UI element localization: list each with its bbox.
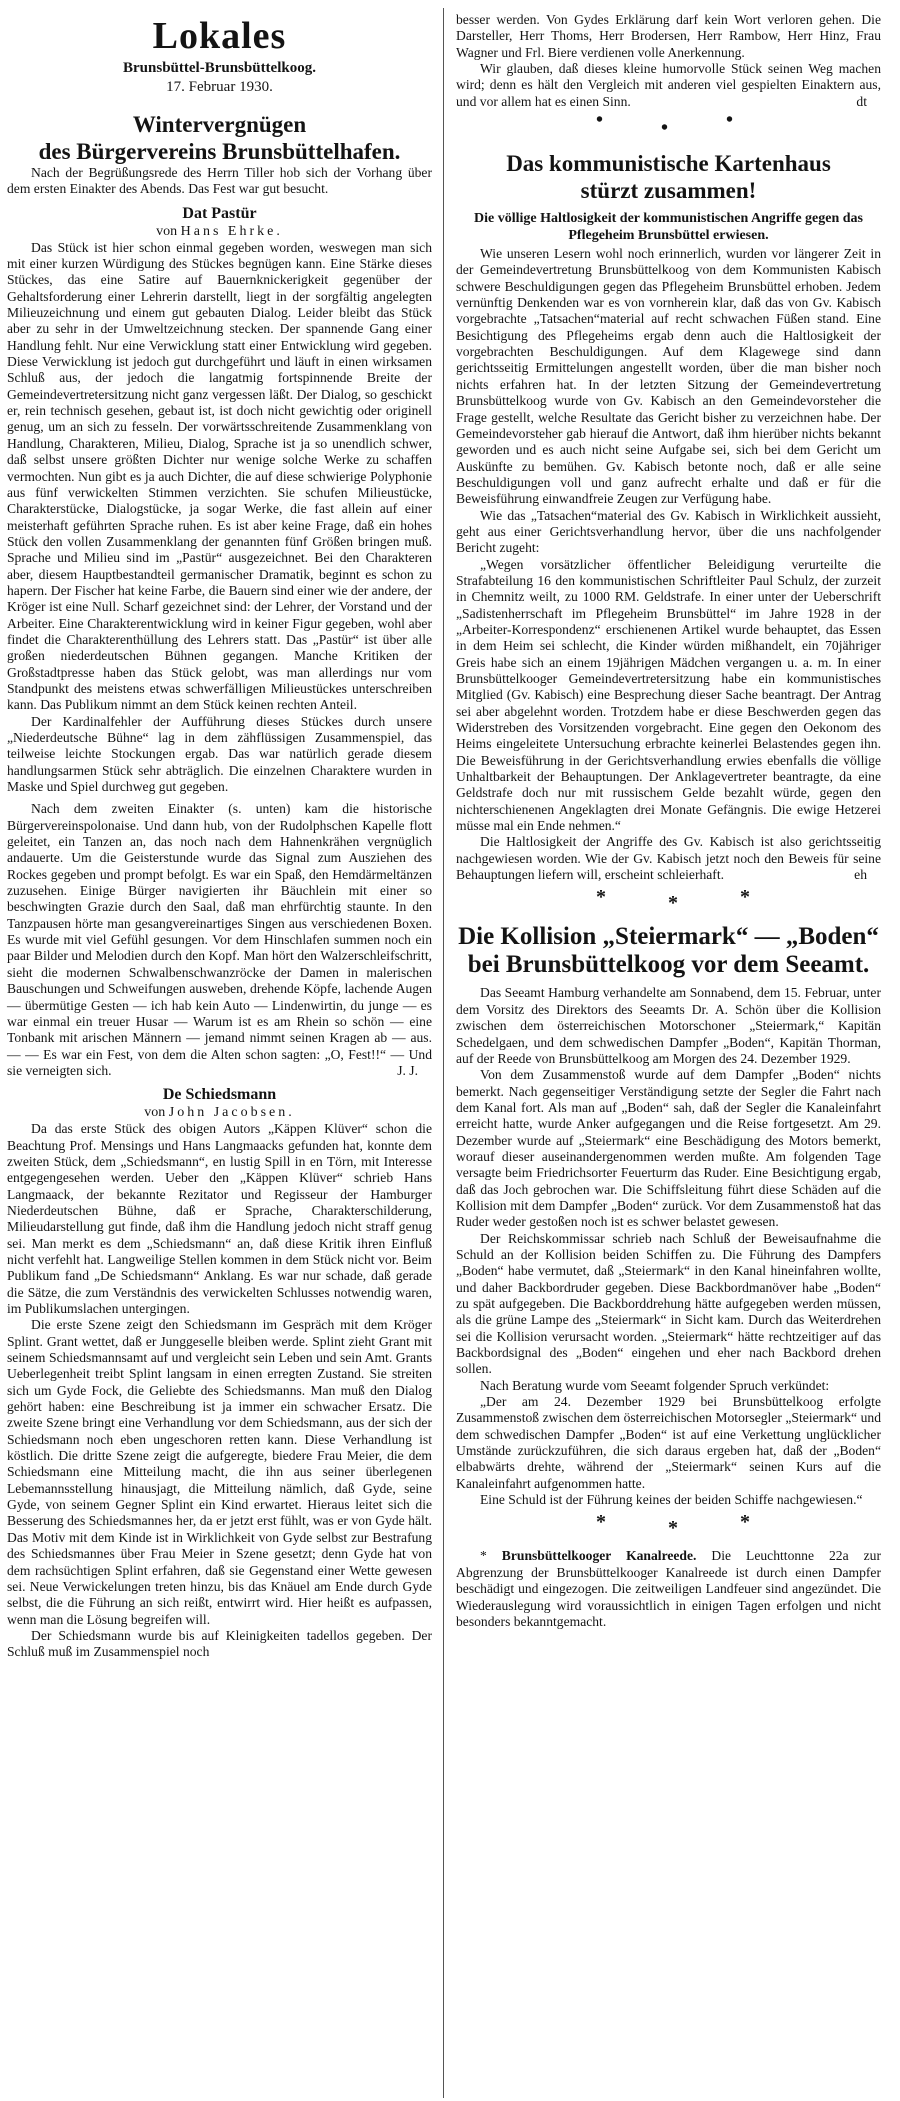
paragraph-text: Wir glauben, daß dieses kleine humorvolle Stück seinen Weg machen wird; denn es hält den Vergleich mit anderen viel gespielten Einaktern aus, und vor allem hat es einen Sinn. [456, 61, 881, 109]
paragraph-continued: besser werden. Von Gydes Erklärung darf kein Wort verloren gehen. Die Darsteller, Herr Thoms, Herr Brodersen, Herr Rambow, Herr Hinz, Frau Wagner und Frl. Biere verdienen volle Anerkennung. [456, 12, 881, 60]
dateline-date: 17. Februar 1930. [166, 79, 273, 95]
paragraph [7, 801, 432, 1079]
article-deck: Die völlige Haltlosigkeit der kommunistischen Angriffe gegen das Pflegeheim Brunsbüttel erwiesen. [473, 211, 863, 244]
dateline-place: Brunsbüttel-Brunsbüttelkoog. [123, 60, 316, 76]
paragraph: Das Stück ist hier schon einmal gegeben worden, weswegen man sich mit einer kurzen Würdigung des Stückes begnügen kann. Eine Stärke dieses Stückes, das eine Satire auf Bauernknickerigkeit gegenüber der Gehaltsforderung einer Lehrerin darstellt, liegt in der sorgfältig angelegten Milieuzeichnung und einem gut gebauten Dialog. Leider bleibt das Stück aber zu sehr in der Umweltzeichnung stecken. Der spannende Gang einer Handlung fehlt. Nur eine Verwicklung statt einer Entwicklung wird gegeben. Diese Verwicklung ist jedoch gut durchgeführt und läuft in einen wirksamen Schluß aus, der jedoch die langatmig fortspinnende Breite der Gemeindevertretersitzung nicht ganz vergessen läßt. Der Dialog, so geschickt er, rein technisch gesehen, gebaut ist, ist doch nicht gewichtig oder originell genug, um an sich zu fesseln. Der vorwärtsschreitende Zusammenklang von Handlung, Charakteren, Milieu, Dialog, Sprache ist ja so unendlich schwer, daß selbst unsere größten Dichter nur wenige solche Werke zu schaffen vermochten. Nun gibt es ja auch Dichter, die auf diese schwierige Polyphonie aus fünf verwickelten Stimmen verzichten. Sie schufen Milieustücke, Charakterstücke, Dialogstücke, ja sogar Werke, die fast allein auf einer meisterhaft geführten Sprache ruhen. Es ist aber keine Frage, daß ein hohes Stück den vollen Zusammenklang der genannten fünf Größen bringen muß. Sprache und Milieu sind im „Pastür“ ausgezeichnet. Bei den Charakteren aber, diesem Hauptbestandteil germanischer Dramatik, beginnt es schon zu hapern. Der Fischer hat keine Farbe, die Bauern sind einer wie der andere, der Kröger ist eine Null. Scharf gezeichnet sind: der Lehrer, der Vorstand und der Arbeiter. Eine Charakterentwicklung wird in keiner Figur gegeben, wohl aber findet die Charakterenthüllung des Lehrers statt. Das „Pastür“ ist über alle großen niederdeutschen Bühnen gegangen. Manche Kritiken der Großstadtpresse haben das Stück gelobt, was man allerdings nur vom Standpunkt des meistens etwas schwerfälligen Milieustückes unterschreiben kann. Das Publikum nimmt an dem Stück keinen rechten Anteil. [7, 239, 433, 713]
separator-asterisk: * [740, 1511, 750, 1534]
headline-line: stürzt zusammen! [580, 178, 757, 204]
signature: eh [854, 867, 867, 883]
paragraph: Da das erste Stück des obigen Autors „Käppen Klüver“ schon die Beachtung Prof. Mensings und Hans Langmaacks gefunden hat, konnte dem zweiten Stück, dem „Schiedsmann“, en lustig Spill in en Törn, mit Interesse entgegengesehen werden. Ueber den „Käppen Klüver“ schrieb Hans Langmaack, der bekannte Rezitator und Regisseur der Hamburger Niederdeutschen Bühne, daß er Sprache, Charakterschilderung, Milieudarstellung gut finde, daß ihm die Handlung jedoch nicht straff genug sei. Man merkt es dem „Schiedsmann“ an, daß diese Kritik ihren Einfluß nicht verfehlt hat. Langweilige Stellen kommen in dem Stück nicht vor. Beim Publikum fand „De Schiedsmann“ Anklang. Es war nur schade, daß gerade die Sätze, die zum Verständnis des verwickelten Schlusses notwendig waren, im Publikumslachen untergingen. [7, 1121, 432, 1316]
play-title: De Schiedsmann [162, 1086, 277, 1104]
paragraph [456, 61, 881, 110]
paragraph: Die erste Szene zeigt den Schiedsmann im Gespräch mit dem Kröger Splint. Grant wettet, daß er Junggeselle bleiben werde. Splint zieht Grant mit seinem Schiedsmannsamt auf und vergleicht sein Leben und sein Amt. Grants Ueberlegenheit treibt Splint langsam in einen erregten Zustand. Sie streiten sich um Gyde Fock, die Geliebte des Schiedsmanns. Man muß den Dialog gehört haben: eine Beschreibung ist ja immer ein schwacher Ersatz. Die zweite Szene bringt eine Verhandlung vor dem Schiedsmann, aus der sich der Schiedsmann noch eben ungeschoren retten kann. Diese Verhandlung ist köstlich. Die dritte Szene zeigt die aufgeregte, biedere Frau Meier, die dem Schiedsmann eine Mitteilung macht, die ihn aus seiner überlegenen Lebemannsstellung hinausjagt, die Mitteilung nämlich, daß Gyde, seine Gyde, von seinem Gegner Splint ein Kind erwartet. Hieraus leitet sich die Besserung des Schiedsmannes her, da er jetzt erst fühlt, was er von Gyde hält. Das Motiv mit dem Kinde ist in Wirklichkeit von Gyde selbst zur Bestrafung des Schiedsmannes über Frau Meier in Szene gesetzt; denn Gyde hat von dem rachsüchtigen Splint erfahren, daß sie Gegenstand einer Wette gewesen sei. Neue Verwickelungen treten hinzu, bis das Knäuel am Ende durch Gyde selbst, die die Führung an sich reißt, entwirrt wird. Hier heißt es aufpassen, wenn man die Lösung begreifen will. [7, 1317, 432, 1627]
notice-kanalreede [456, 1548, 881, 1630]
paragraph: „Der am 24. Dezember 1929 bei Brunsbüttelkoog erfolgte Zusammenstoß zwischen dem österreichischen Motorsegler „Steiermark“ und dem schwedischen Dampfer „Boden“ ist auf eine Verkettung unglücklicher Umstände zurückzuführen, die sich daraus ergeben hat, daß der „Boden“ elbabwärts drehte, während der „Steiermark“ seinen Kurs auf die Kanaleinfahrt aufgenommen hatte. [456, 1394, 881, 1491]
paragraph: Der Kardinalfehler der Aufführung dieses Stückes durch unsere „Niederdeutsche Bühne“ lag in dem zähflüssigen Zusammenspiel, das teilweise leichte Stockungen ergab. Das war natürlich gerade diesem handlungsarmen Stück sehr abträglich. Die einzelnen Charaktere wurden in Maske und Spiel durchweg gut gegeben. [7, 713, 432, 795]
article-kollision [456, 923, 881, 1508]
headline-line: Das kommunistische Kartenhaus [506, 151, 831, 177]
separator-asterisk: * [596, 1511, 606, 1534]
headline-line: des Bürgervereins Brunsbüttelhafen. [38, 139, 401, 164]
section-separator [456, 883, 881, 923]
paragraph: Der Schiedsmann wurde bis auf Kleinigkeiten tadellos gegeben. Der Schluß muß im Zusammenspiel noch [7, 1627, 432, 1660]
signature: J. J. [397, 1062, 418, 1078]
headline-line: Wintervergnügen [132, 112, 307, 137]
paragraph: Eine Schuld ist der Führung keines der beiden Schiffe nachgewiesen.“ [480, 1492, 863, 1508]
paragraph: Wie unseren Lesern wohl noch erinnerlich, wurden vor längerer Zeit in der Gemeindevertretung Brunsbüttelkoog von dem Kommunisten Kabisch schwere Beschuldigungen gegen das Pflegeheim Brunsbüttel erhoben. Jedem vernünftig Denkenden war es von vornherein klar, daß das von Gv. Kabisch vorgebrachte „Tatsachen“material auf recht schwachen Füßen stand. Eine Besichtigung des Pflegeheims ergab denn auch die Haltlosigkeit der vorgebrachten Beschuldigungen. Auf dem Klagewege sind dann gerichtsseitig Ermittelungen angestellt worden, über die man bisher noch nichts erfahren hat. In der letzten Sitzung der Gemeindevertretung Brunsbüttelkoog wurde von Gv. Kabisch an den Gemeindevorsteher die Frage gestellt, welche Resultate das Gericht bisher zu verzeichnen habe. Der Gemeindevorsteher gab hierauf die Antwort, daß ihm hierüber nichts bekannt geworden und es auch nicht seine Aufgabe sei, sich bei dem Gericht um Auskünfte zu bemühen. Gv. Kabisch betonte noch, daß er alle seine Beschuldigungen voll und ganz aufrecht erhalte und daß er für die Beweisführung einwandfreie Zeugen zur Verfügung habe. [456, 246, 881, 507]
section-separator [456, 1508, 881, 1548]
notice-title: Brunsbüttelkooger Kanalreede. [501, 1548, 697, 1564]
play-byline [7, 223, 432, 240]
paragraph: Das Seeamt Hamburg verhandelte am Sonnabend, dem 15. Februar, unter dem Vorsitz des Direktors des Seeamts Dr. A. Schön über die Kollision zwischen dem österreichischen Motorschoner „Steiermark,“ Kapitän Schedelgaen, und dem schwedischen Dampfer „Boden“, Kapitän Thorman, auf der Reede von Brunsbüttelkoog am Morgen des 24. Dezember 1929. [456, 985, 881, 1066]
paragraph: Der Reichskommissar schrieb nach Schluß der Beweisaufnahme die Schuld an der Kollision beiden Schiffen zu. Die Führung des Dampfers „Boden“ habe vermutet, daß „Steiermark“ in den Kanal hineinfahren wollte, und daher Backbordruder gegeben. Diese Backbordmanöver habe „Boden“ zu spät aufgegeben. Die Backborddrehung hätte aufgegeben werden müssen, als die grüne Lampe des „Steiermark“ in Sicht kam. Durch das Weiterdrehen sei die Kollision verursacht worden. „Steiermark“ hätte rechtzeitiger auf das Backbordsignal des „Boden“ eingehen und eher nach Backbord drehen sollen. [456, 1230, 881, 1377]
right-column [456, 12, 881, 1630]
headline-line: Die Kollision „Steiermark“ — „Boden“ [458, 923, 879, 951]
separator-asterisk: * [668, 1517, 678, 1540]
article-wintervergnuegen [7, 111, 432, 1661]
paragraph: Wie das „Tatsachen“material des Gv. Kabisch in Wirklichkeit aussieht, geht aus einer Gerichtsverhandlung hervor, über die uns nachfolgender Bericht zugeht: [456, 507, 881, 556]
separator-dot: • [726, 109, 734, 132]
left-column [7, 14, 432, 1661]
intro-paragraph: Nach der Begrüßungsrede des Herrn Tiller hob sich der Vorhang über dem ersten Einakter des Abends. Das Fest war gut besucht. [7, 165, 432, 197]
paragraph [456, 834, 881, 883]
play-byline [7, 1104, 432, 1121]
paragraph-text: Nach dem zweiten Einakter (s. unten) kam die historische Bürgervereinspolonaise. Und dann hub, von der Rudolphschen Kapelle flott geleitet, ein Tanzen an, das noch nach dem Hahnenkrähen vergnüglich andauerte. Um die Geisterstunde wurde das Signal zum Ausziehen des Rockes gegeben und prompt befolgt. Es war ein Spaß, den Hemdärmeltänzen zuzusehen. Einige Bürger navigierten ihr Bäuchlein mit einer so beschwingten Grazie durch den Saal, daß man ehrfürchtig staunte. In den Tanzpausen hörte man gesangvereinartiges Singen aus verschiedenen Boxen. Es wurde mit viel Gefühl gesungen. Vor dem Hinschlafen summen noch ein paar Bilder und Melodien durch den Kopf. Man hört den Walzerschleifschritt, sieht die modernen Schwalbenschwanzröcke der Damen in malerischen Bauschungen und Schweifungen ausweben, drehende Köpfe, lachende Augen — übermütige Gesten — ich hab kein Auto — Lindenwirtin, du junge — es war einmal ein treuer Husar — Warum ist es am Rhein so schön — eine Tonbank mit arischen Männern — jemand nimmt seinen Kragen ab — aus. — — Es war ein Fest, von dem die Alten schon sagten: „O, Fest!!“ — Und sie verneigten sich. [7, 801, 432, 1078]
byline-prefix: von [156, 223, 178, 239]
signature: dt [856, 93, 867, 109]
notice-marker: * [480, 1548, 487, 1564]
article-kartenhaus [456, 150, 881, 883]
separator-asterisk: * [668, 892, 678, 915]
paragraph-text: Die Haltlosigkeit der Angriffe des Gv. Kabisch ist also gerichtsseitig nachgewiesen worden. Wie der Gv. Kabisch jetzt noch den Beweis für seine Behauptungen liefern will, erscheint schleierhaft. [456, 834, 881, 883]
play-title: Dat Pastür [182, 204, 257, 222]
separator-dot: • [661, 117, 669, 140]
column-rule [443, 8, 444, 2098]
separator-dot: • [596, 109, 604, 132]
author-name: John Jacobsen. [168, 1105, 295, 1121]
author-name: Hans Ehrke. [180, 223, 283, 239]
paragraph: Von dem Zusammenstoß wurde auf dem Dampfer „Boden“ nichts bemerkt. Nach gegenseitiger Verständigung setzte der Segler die Fahrt nach dem Kanal fort. Als man auf „Boden“ sah, daß der Segler die Kanaleinfahrt erreicht hatte, wurde Anker aufgegangen und die Reise fortgesetzt. Am 29. Dezember wurde auf „Steiermark“ eine Beschädigung des Motors bemerkt, worauf dieser auseinandergenommen werden mußte. Am folgenden Tage versagte beim Friedrichsorter Feuerturm das Ruder. Eine Besichtigung ergab, daß das Joch gebrochen war. Die Schiffsleitung führt diese Schäden auf die Kollision mit dem Dampfer „Boden“ zurück. Vor dem Zusammenstoß hat das Ruder weder gestoßen noch ist es schwer belastet gewesen. [456, 1067, 881, 1230]
headline-line: bei Brunsbüttelkoog vor dem Seeamt. [467, 951, 870, 979]
paragraph: „Wegen vorsätzlicher öffentlicher Beleidigung verurteilte die Strafabteilung 16 den kommunistischen Schriftleiter Paul Schulz, der zurzeit in Chemnitz weilt, zu 1000 RM. Geldstrafe. In einer unter der Ueberschrift „Sadistenherrschaft im Pflegeheim Brunsbüttel“ im Jahre 1928 in der „Arbeiter-Korrespondenz“ erschienenen Artikel wurde behauptet, das Essen in dem Heim sei schlecht, die Kinder würden mißhandelt, ein 70jähriger Greis habe sich an einem 19jährigen Mädchen vergangen u. a. m. In einer Brunsbüttelkooger Gemeindevertretersitzung habe ein kommunistisches Mitglied (Gv. Kabisch) eine Besprechung dieser Sache beantragt. Der Antrag sei aber abgelehnt worden. Trotzdem habe er diese Beschwerden gegen das Widerstreben des Vorsitzenden vorgebracht. Eine gegen den Oekonom des Heims eingeleitete Untersuchung erbrachte keinerlei Belastendes gegen ihn. Die Beweisführung in der Gerichtsverhandlung erwies ebenfalls die völlige Unhaltbarkeit der Behauptungen. Der Anklagevertreter beantragte, da eine Geldstrafe doch nur mit russischem Gelde bezahlt würde, gegen den nichterschienenen Angeklagten drei Monate Gefängnis. Die ewige Hetzerei müsse mal ein Ende nehmen.“ [456, 556, 881, 834]
separator-asterisk: * [740, 886, 750, 909]
notice-text: Die Leuchttonne 22a zur Abgrenzung der Brunsbüttelkooger Kanalreede ist durch einen Dampfer beschädigt und eingezogen. Die zeitweiligen Landfeuer sind angezündet. Die Wiederauslegung wird voraussichtlich in einigen Tagen erfolgen und nicht besonders bekanntgemacht. [456, 1548, 881, 1629]
paragraph: Nach Beratung wurde vom Seeamt folgender Spruch verkündet: [480, 1377, 830, 1393]
section-separator [456, 110, 881, 150]
byline-prefix: von [144, 1105, 166, 1121]
section-title: Lokales [152, 15, 287, 57]
separator-asterisk: * [596, 886, 606, 909]
